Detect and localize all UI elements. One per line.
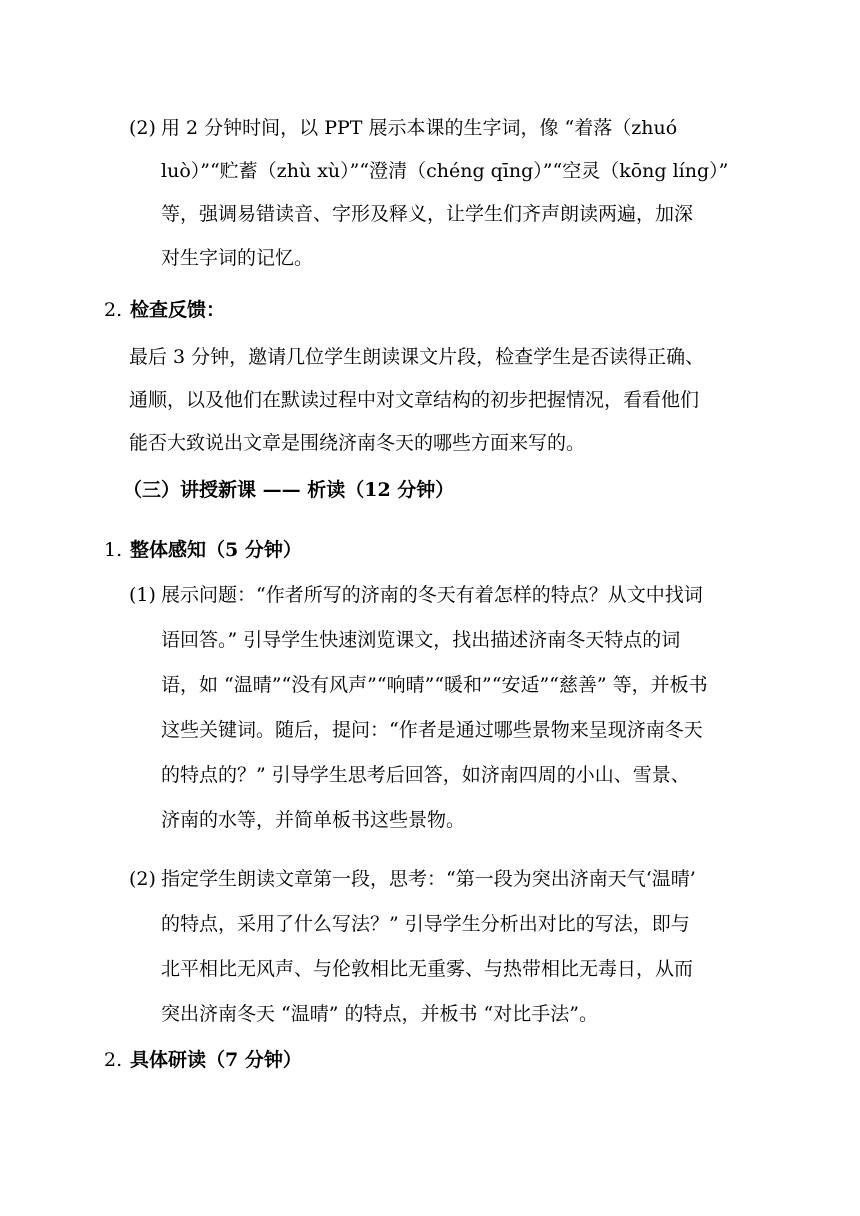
paragraph-line: 用 2 分钟时间，以 PPT 展示本课的生字词，像 “着落（zhuó [161,117,678,139]
paragraph-line: 能否大致说出文章是围绕济南冬天的哪些方面来写的。 [129,432,586,454]
section-heading: 检查反馈： [130,299,226,321]
section-heading: （三）讲授新课 —— 析读（12 分钟） [123,479,455,501]
paragraph-line: 济南的水等，并简单板书这些景物。 [161,809,466,831]
section-heading: 整体感知（5 分钟） [130,539,302,561]
paragraph-line: 语，如 “温晴”“没有风声”“响晴”“暖和”“安适”“慈善” 等，并板书 [161,674,708,696]
paragraph-line: 的特点的？” 引导学生思考后回答，如济南四周的小山、雪景、 [161,764,690,786]
paragraph-line: 通顺，以及他们在默读过程中对文章结构的初步把握情况，看看他们 [129,389,700,411]
list-marker: (2) [129,117,156,139]
list-marker: 2. [104,299,123,321]
section-heading: 具体研读（7 分钟） [130,1049,302,1071]
list-marker: (2) [129,868,156,890]
paragraph-line: 这些关键词。随后，提问：“作者是通过哪些景物来呈现济南冬天 [161,719,703,741]
paragraph-line: 语回答。” 引导学生快速浏览课文，找出描述济南冬天特点的词 [161,629,681,651]
paragraph-line: luò）”“贮蓄（zhù xù）”“澄清（chéng qīng）”“空灵（kōng líng）” [161,160,729,182]
list-marker: (1) [129,584,156,606]
paragraph-line: 等，强调易错读音、字形及释义，让学生们齐声朗读两遍，加深 [161,203,694,225]
paragraph-line: 最后 3 分钟，邀请几位学生朗读课文片段，检查学生是否读得正确、 [129,346,705,368]
paragraph-line: 对生字词的记忆。 [161,247,314,269]
paragraph-line: 北平相比无风声、与伦敦相比无重雾、与热带相比无毒日，从而 [161,958,694,980]
list-marker: 1. [104,539,123,561]
paragraph-line: 指定学生朗读文章第一段，思考：“第一段为突出济南天气‘温晴’ [161,868,696,890]
list-marker: 2. [104,1049,123,1071]
paragraph-line: 突出济南冬天 “温晴” 的特点，并板书 “对比手法”。 [161,1003,598,1025]
paragraph-line: 的特点，采用了什么写法？” 引导学生分析出对比的写法，即与 [161,913,690,935]
paragraph-line: 展示问题：“作者所写的济南的冬天有着怎样的特点？从文中找词 [161,584,703,606]
